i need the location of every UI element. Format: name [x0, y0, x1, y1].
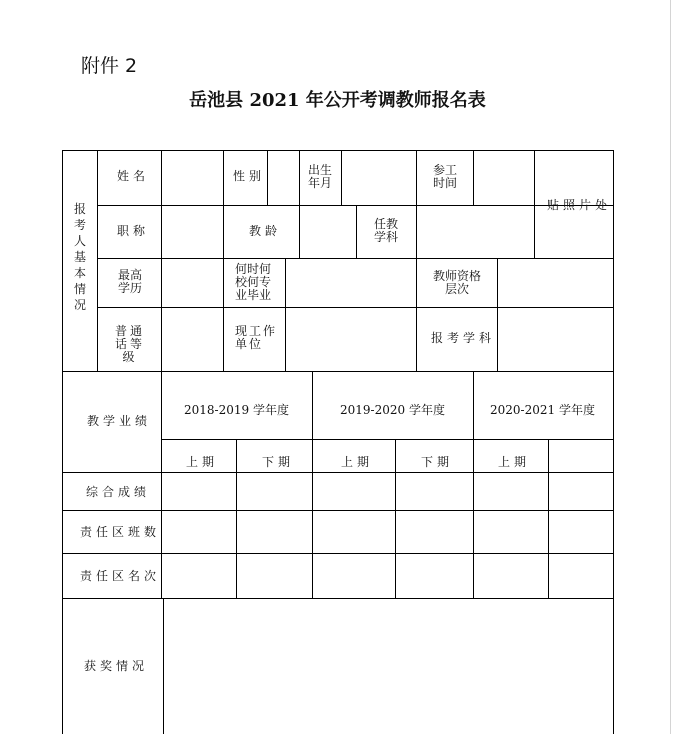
grid-line — [236, 439, 237, 598]
grid-line — [395, 439, 396, 598]
term-header: 上期 — [186, 455, 219, 469]
label-gender: 性别 — [233, 169, 266, 183]
label-teaching-years: 教龄 — [249, 224, 282, 238]
basic-info-section-label: 报考人基本情况 — [73, 202, 86, 312]
table-border-left — [62, 150, 63, 734]
form-title: 岳池县 2021 年公开考调教师报名表 — [189, 90, 486, 111]
grid-line — [312, 371, 313, 598]
grid-line — [97, 307, 614, 308]
label-name: 姓名 — [117, 169, 150, 183]
grid-line — [97, 258, 614, 259]
term-header: 下期 — [262, 455, 295, 469]
grid-line — [163, 598, 164, 734]
label-job-title: 职称 — [117, 224, 150, 238]
grid-line — [356, 205, 357, 258]
grid-line — [223, 150, 224, 371]
grid-line — [62, 472, 614, 473]
grid-line — [299, 150, 300, 258]
grid-line — [416, 258, 417, 371]
grid-line — [161, 371, 162, 598]
grid-line — [497, 258, 498, 371]
label-qualification: 教师资格层次 — [432, 269, 481, 296]
grid-line — [341, 150, 342, 205]
row-label-overall-score: 综合成绩 — [86, 485, 151, 499]
grid-line — [97, 150, 98, 371]
annex-label: 附件 2 — [81, 55, 138, 77]
year-header-2019-2020: 2019-2020 学年度 — [340, 403, 445, 417]
row-label-class-count: 责任区班数 — [80, 525, 161, 539]
year-header-2018-2019: 2018-2019 学年度 — [184, 403, 289, 417]
grid-line — [534, 150, 535, 258]
term-header: 上期 — [341, 455, 374, 469]
grid-line — [62, 598, 614, 599]
grid-line — [473, 150, 474, 205]
label-education: 最高学历 — [118, 268, 143, 295]
grid-line — [548, 439, 549, 598]
label-graduation: 何时何校何专业毕业 — [235, 262, 272, 302]
row-label-ranking: 责任区名次 — [80, 569, 161, 583]
grid-line — [285, 258, 286, 371]
grid-line — [416, 150, 417, 205]
label-current-unit: 现工作单位 — [235, 324, 278, 351]
label-mandarin: 普通话等级 — [114, 324, 145, 364]
label-photo: 贴照片处 — [547, 198, 612, 212]
label-applied-subject: 报考学科 — [431, 331, 496, 345]
grid-line — [62, 510, 614, 511]
label-work-start: 参工时间 — [433, 163, 458, 190]
table-border-right — [613, 150, 614, 734]
term-header: 下期 — [421, 455, 454, 469]
grid-line — [161, 150, 162, 371]
grid-line — [161, 439, 614, 440]
grid-line — [267, 150, 268, 205]
performance-section-label: 教学业绩 — [87, 414, 152, 428]
label-birth: 出生年月 — [308, 163, 333, 190]
table-border-top — [62, 150, 614, 151]
grid-line — [62, 371, 614, 372]
awards-label: 获奖情况 — [84, 659, 149, 673]
grid-line — [416, 205, 417, 258]
term-header: 上期 — [498, 455, 531, 469]
grid-line — [473, 371, 474, 598]
year-header-2020-2021: 2020-2021 学年度 — [490, 403, 595, 417]
grid-line — [62, 553, 614, 554]
label-subject-taught: 任教学科 — [374, 217, 399, 244]
